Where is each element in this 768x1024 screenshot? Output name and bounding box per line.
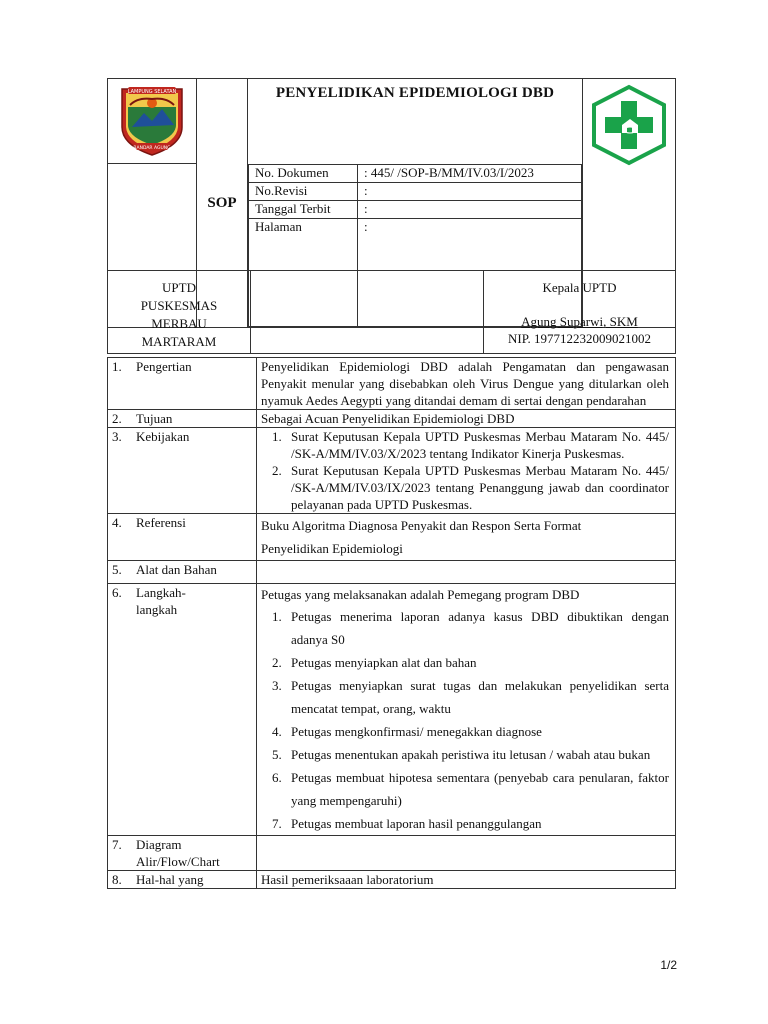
left-logo-top-text: LAMPUNG SELATAN	[127, 89, 177, 95]
meta-label: No.Revisi	[249, 182, 358, 200]
section-content	[257, 561, 676, 584]
table-row	[108, 561, 676, 584]
meta-label: Tanggal Terbit	[249, 200, 358, 218]
title-cell	[248, 79, 583, 164]
puskesmas-cross-icon	[586, 83, 672, 169]
section-content	[257, 514, 676, 561]
steps-list	[261, 605, 669, 835]
table-row	[108, 836, 676, 871]
list-item: 3. Petugas menyiapkan surat tugas dan melakukan penyelidikan serta mencatat tempat, orang, waktu	[285, 674, 669, 720]
section-label: 8. Hal-hal yang	[108, 871, 257, 889]
document-title: PENYELIDIKAN EPIDEMIOLOGI DBD	[275, 85, 555, 101]
list-item: 7. Petugas membuat laporan hasil penanggulangan	[285, 812, 669, 835]
table-row	[108, 428, 676, 514]
meta-label: Halaman	[249, 219, 358, 327]
section-label: 4. Referensi	[108, 514, 257, 561]
meta-value: : 445/ /SOP-B/MM/IV.03/I/2023	[358, 164, 582, 182]
head-signature-cell	[484, 271, 676, 354]
section-content: Hasil pemeriksaaan laboratorium	[257, 871, 676, 889]
org-line: UPTD	[162, 280, 196, 295]
meta-value: :	[358, 219, 582, 327]
head-name: Agung Suparwi, SKM	[521, 314, 638, 329]
table-row	[108, 584, 676, 836]
table-row	[108, 410, 676, 428]
section-content	[257, 428, 676, 514]
sop-body-table	[107, 357, 676, 889]
list-item: 1. Surat Keputusan Kepala UPTD Puskesmas Merbau Mataram No. 445/ /SK-A/MM/IV.03/X/2023 tentang Indikator Kinerja Puskesmas.	[285, 428, 669, 462]
head-title: Kepala UPTD	[542, 280, 617, 295]
org-line: MARTARAM	[141, 334, 217, 349]
table-row	[108, 358, 676, 410]
sop-label: SOP	[207, 194, 237, 211]
list-item: 2. Petugas menyiapkan alat dan bahan	[285, 651, 669, 674]
section-content	[257, 836, 676, 871]
list-item: 4. Petugas mengkonfirmasi/ menegakkan diagnose	[285, 720, 669, 743]
table-row	[108, 871, 676, 889]
list-item: 2. Surat Keputusan Kepala UPTD Puskesmas Merbau Mataram No. 445/ /SK-A/MM/IV.03/IX/2023 tentang Penanggung jawab dan coordinator pelayanan pada UPTD Puskesmas.	[285, 462, 669, 513]
policy-list	[261, 428, 669, 513]
section-content: Sebagai Acuan Penyelidikan Epidemiologi DBD	[257, 410, 676, 428]
section-label: 3. Kebijakan	[108, 428, 257, 514]
meta-value: :	[358, 182, 582, 200]
section-label: 5. Alat dan Bahan	[108, 561, 257, 584]
org-signature-table	[107, 270, 676, 354]
meta-value: :	[358, 200, 582, 218]
section-label: 2. Tujuan	[108, 410, 257, 428]
section-label: 6. Langkah- langkah	[108, 584, 257, 836]
head-nip: NIP. 197712232009021002	[507, 331, 651, 346]
section-content	[257, 584, 676, 836]
org-name-cell	[108, 271, 251, 354]
section-content: Penyelidikan Epidemiologi DBD adalah Pengamatan dan pengawasan Penyakit menular yang disebabkan oleh Virus Dengue yang ditularkan oleh nyamuk Aedes Aegypti yang ditandai demam di sertai dengan pendarahan	[257, 358, 676, 410]
org-line: PUSKESMAS	[140, 298, 218, 313]
reference-line: Buku Algoritma Diagnosa Penyakit dan Respon Serta Format	[261, 518, 582, 533]
regency-emblem-icon	[108, 79, 196, 159]
section-label: 7. Diagram Alir/Flow/Chart	[108, 836, 257, 871]
left-logo-cell	[108, 79, 197, 164]
blank-cell	[251, 271, 484, 354]
list-item: 5. Petugas menentukan apakah peristiwa itu letusan / wabah atau bukan	[285, 743, 669, 766]
list-item: 6. Petugas membuat hipotesa sementara (penyebab cara penularan, faktor yang mempengaruhi)	[285, 766, 669, 812]
meta-label: No. Dokumen	[249, 164, 358, 182]
left-logo-bottom-text: BANDAR AGUNG	[133, 146, 171, 151]
list-item: 1. Petugas menerima laporan adanya kasus DBD dibuktikan dengan adanya S0	[285, 605, 669, 651]
section-label: 1. Pengertian	[108, 358, 257, 410]
org-line: MERBAU	[151, 316, 207, 331]
reference-line: Penyelidikan Epidemiologi	[261, 541, 403, 556]
table-row	[108, 514, 676, 561]
page-number: 1/2	[660, 958, 677, 972]
steps-intro: Petugas yang melaksanakan adalah Pemegang program DBD	[261, 587, 580, 602]
